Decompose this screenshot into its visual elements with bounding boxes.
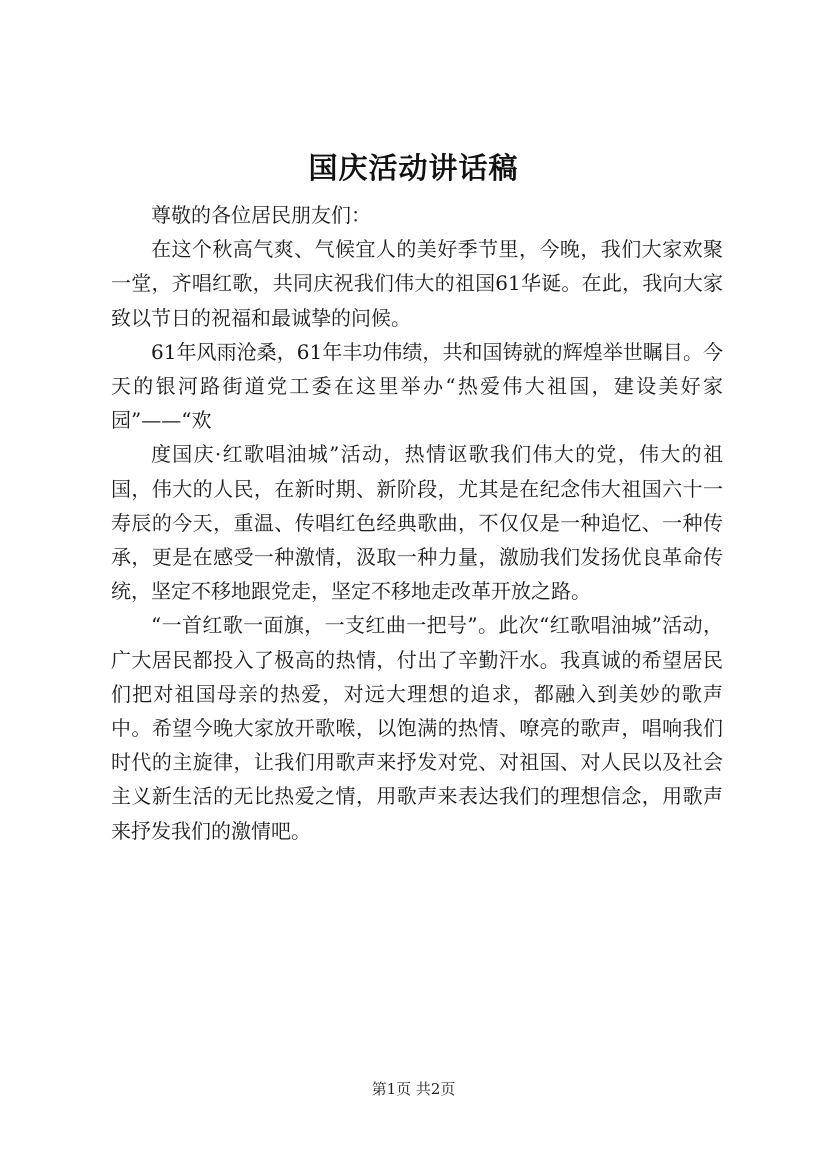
document-body (111, 198, 723, 848)
paragraph-1: 在这个秋高气爽、气候宜人的美好季节里，今晚，我们大家欢聚一堂，齐唱红歌，共同庆祝我们伟大的祖国61华诞。在此，我向大家致以节日的祝福和最诚挚的问候。 (111, 237, 723, 330)
paragraph-salutation: 尊敬的各位居民朋友们： (151, 203, 371, 227)
paragraph-3: 度国庆·红歌唱油城”活动，热情讴歌我们伟大的党，伟大的祖国，伟大的人民，在新时期、新阶段，尤其是在纪念伟大祖国六十一寿辰的今天，重温、传唱红色经典歌曲，不仅仅是一种追忆、一种传承，更是在感受一种激情，汲取一种力量，激励我们发扬优良革命传统，坚定不移地跟党走，坚定不移地走改革开放之路。 (111, 442, 723, 604)
paragraph-4: “一首红歌一面旗，一支红曲一把号”。此次“红歌唱油城”活动，广大居民都投入了极高的热情，付出了辛勤汗水。我真诚的希望居民们把对祖国母亲的热爱，对远大理想的追求，都融入到美妙的歌声中。希望今晚大家放开歌喉，以饱满的热情、嘹亮的歌声，唱响我们时代的主旋律，让我们用歌声来抒发对党、对祖国、对人民以及社会主义新生活的无比热爱之情，用歌声来表达我们的理想信念，用歌声来抒发我们的激情吧。 (111, 613, 723, 843)
page-number-footer: 第1页 共2页 (371, 1080, 456, 1098)
document-title: 国庆活动讲话稿 (308, 151, 519, 185)
paragraph-2: 61年风雨沧桑，61年丰功伟绩，共和国铸就的辉煌举世瞩目。今天的银河路街道党工委在这里举办“热爱伟大祖国，建设美好家园”——“欢 (111, 339, 723, 433)
